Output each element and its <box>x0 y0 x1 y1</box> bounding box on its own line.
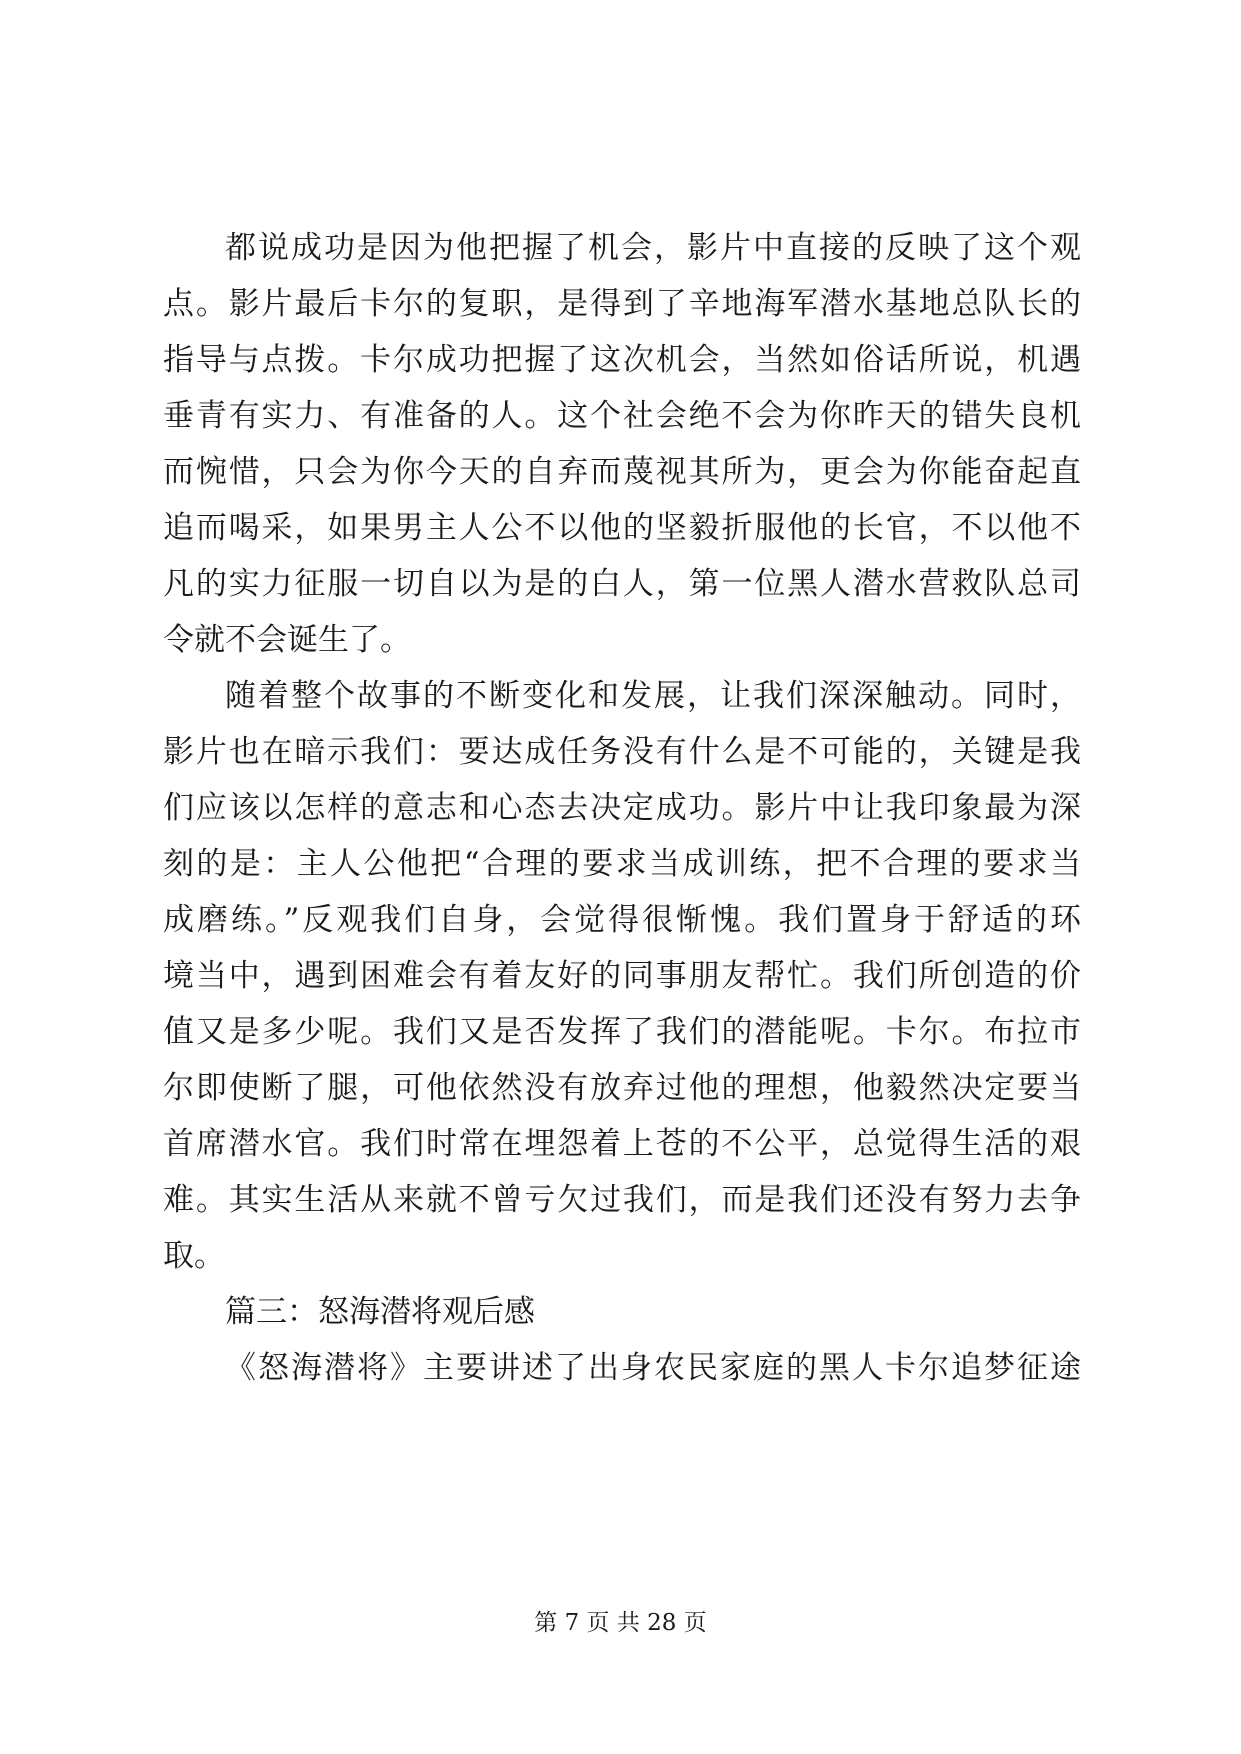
paragraph-1-line-7: 凡的实力征服一切自以为是的白人，第一位黑人潜水营救队总司 <box>163 566 1081 602</box>
paragraph-1-line-2: 点。影片最后卡尔的复职，是得到了辛地海军潜水基地总队长的 <box>163 286 1081 322</box>
page-number-footer: 第 7 页 共 28 页 <box>534 1610 707 1636</box>
paragraph-1-line-3: 指导与点拨。卡尔成功把握了这次机会，当然如俗话所说，机遇 <box>163 342 1081 378</box>
paragraph-1-line-4: 垂青有实力、有准备的人。这个社会绝不会为你昨天的错失良机 <box>163 398 1081 434</box>
paragraph-1-line-1: 都说成功是因为他把握了机会，影片中直接的反映了这个观 <box>225 230 1081 266</box>
paragraph-2-line-6: 境当中，遇到困难会有着友好的同事朋友帮忙。我们所创造的价 <box>163 958 1081 994</box>
paragraph-2-line-11: 取。 <box>163 1238 225 1274</box>
paragraph-2-line-10: 难。其实生活从来就不曾亏欠过我们，而是我们还没有努力去争 <box>163 1182 1081 1218</box>
paragraph-2-line-8: 尔即使断了腿，可他依然没有放弃过他的理想，他毅然决定要当 <box>163 1070 1081 1106</box>
paragraph-3-line-1: 《怒海潜将》主要讲述了出身农民家庭的黑人卡尔追梦征途 <box>225 1350 1081 1386</box>
paragraph-2-line-2: 影片也在暗示我们：要达成任务没有什么是不可能的，关键是我 <box>163 734 1081 770</box>
paragraph-1-line-6: 追而喝采，如果男主人公不以他的坚毅折服他的长官，不以他不 <box>163 510 1081 546</box>
paragraph-2-line-5: 成磨练。”反观我们自身，会觉得很惭愧。我们置身于舒适的环 <box>163 902 1081 938</box>
paragraph-2-line-3: 们应该以怎样的意志和心态去决定成功。影片中让我印象最为深 <box>163 790 1081 826</box>
paragraph-2-line-4: 刻的是：主人公他把“合理的要求当成训练，把不合理的要求当 <box>163 846 1081 882</box>
paragraph-1-line-5: 而惋惜，只会为你今天的自弃而蔑视其所为，更会为你能奋起直 <box>163 454 1081 490</box>
paragraph-2-line-9: 首席潜水官。我们时常在埋怨着上苍的不公平，总觉得生活的艰 <box>163 1126 1081 1162</box>
paragraph-2-line-7: 值又是多少呢。我们又是否发挥了我们的潜能呢。卡尔。布拉市 <box>163 1014 1081 1050</box>
section-heading: 篇三：怒海潜将观后感 <box>225 1294 535 1330</box>
paragraph-2-line-1: 随着整个故事的不断变化和发展，让我们深深触动。同时， <box>225 678 1081 714</box>
paragraph-1-line-8: 令就不会诞生了。 <box>163 622 411 658</box>
